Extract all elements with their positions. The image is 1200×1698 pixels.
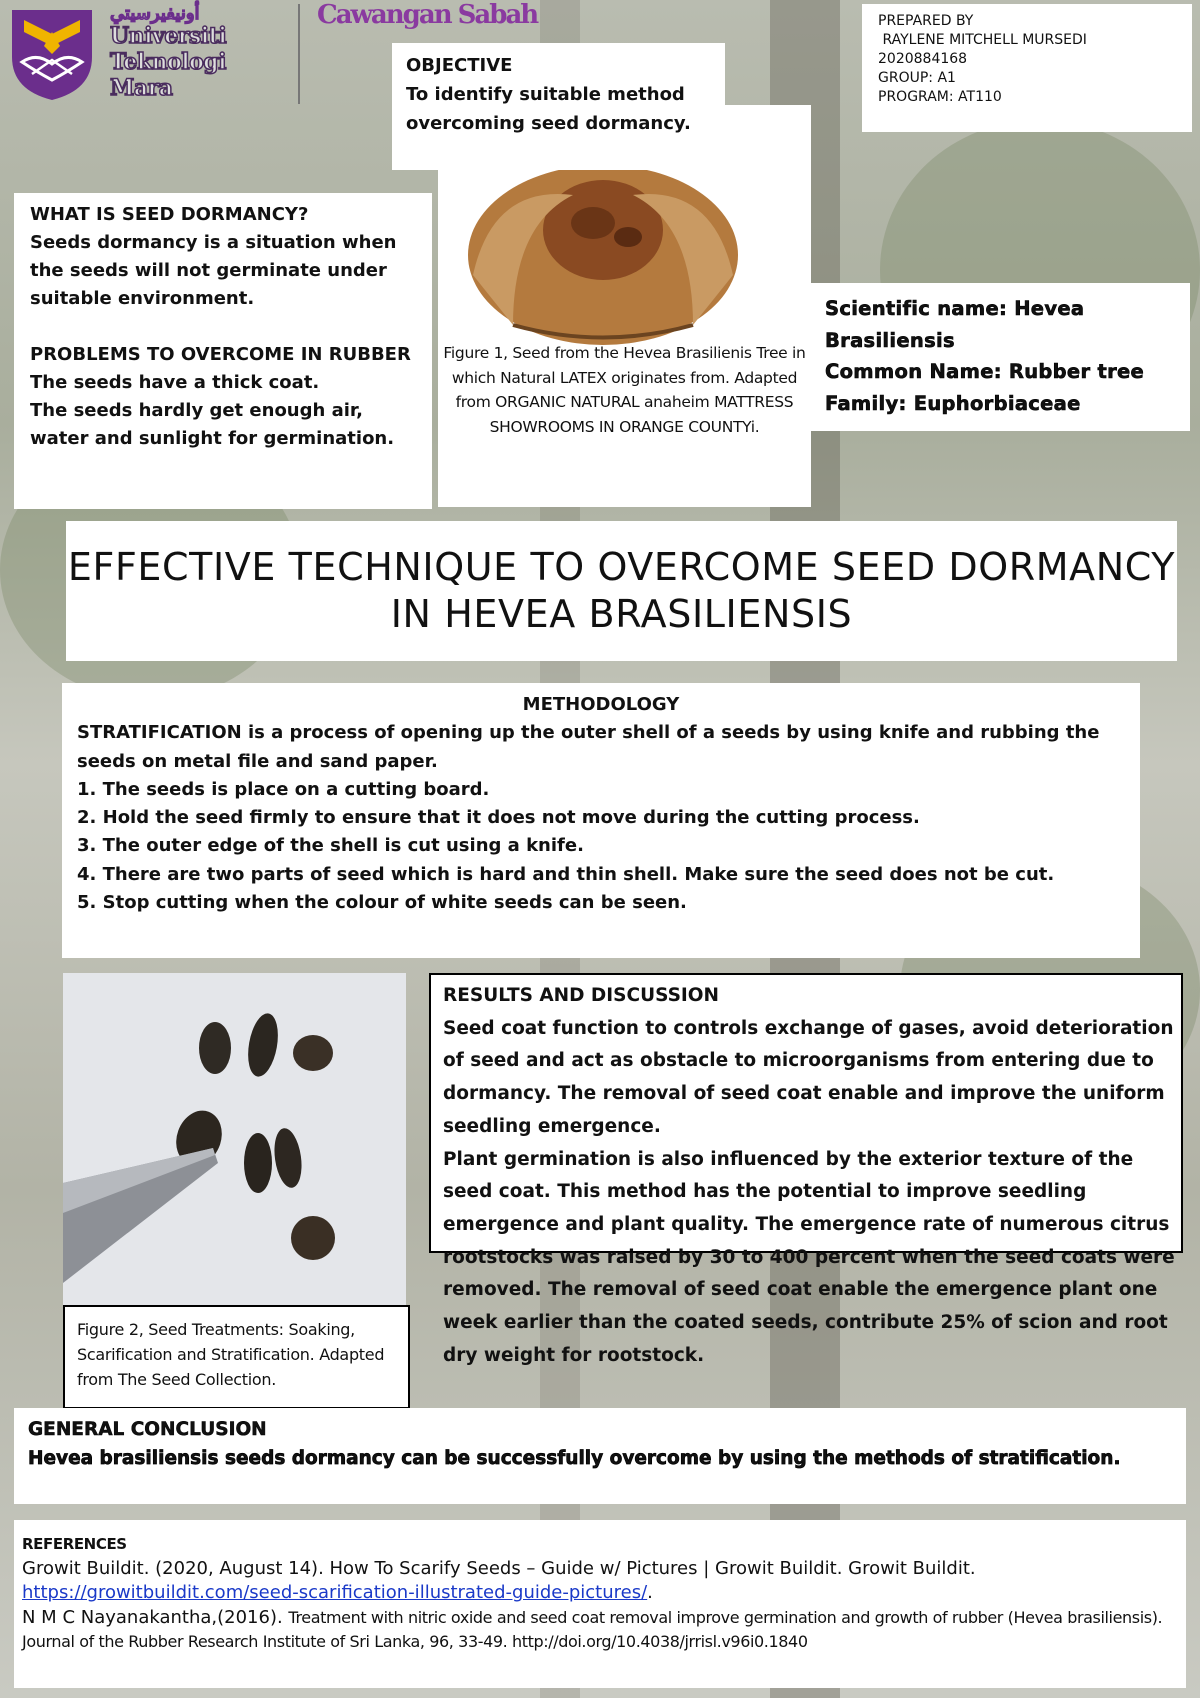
what-is-heading: WHAT IS SEED DORMANCY? <box>30 204 309 225</box>
what-is-seed-dormancy-box <box>14 193 432 509</box>
header-divider <box>298 4 300 104</box>
university-name-line: Teknologi <box>110 49 227 75</box>
university-name-line: Universiti <box>110 23 227 49</box>
results-heading: RESULTS AND DISCUSSION <box>443 985 720 1006</box>
reference-author: N M C Nayanakantha,(2016). <box>22 1606 283 1628</box>
family-name: Family: Euphorbiaceae <box>825 391 1081 415</box>
references-box <box>14 1520 1186 1688</box>
methodology-step: 2. Hold the seed firmly to ensure that it does not move during the cutting process. <box>77 807 920 829</box>
objective-text: To identify suitable method overcoming seed dormancy. <box>406 84 691 134</box>
problem-item: The seeds have a thick coat. <box>30 372 320 393</box>
poster-title-box <box>66 521 1177 661</box>
methodology-step: 1. The seeds is place on a cutting board. <box>77 778 490 800</box>
results-paragraph: Seed coat function to controls exchange of gases, avoid deterioration of seed and act as obstacle to microorganisms from entering due to dormancy. The removal of seed coat enable and improve the uniform seedling emergence. <box>443 1017 1174 1137</box>
objective-box <box>392 43 725 170</box>
reference-item <box>22 1557 1178 1606</box>
common-name: Common Name: Rubber tree <box>825 360 1145 383</box>
methodology-step: 5. Stop cutting when the colour of white seeds can be seen. <box>77 892 687 914</box>
prepared-by-line: GROUP: A1 <box>878 70 956 86</box>
reference-item <box>22 1606 1178 1655</box>
rubber-seed-image <box>453 145 743 345</box>
conclusion-text: Hevea brasiliensis seeds dormancy can be successfully overcome by using the methods of stratification. <box>28 1447 1121 1469</box>
conclusion-box <box>14 1408 1186 1504</box>
problem-item: The seeds hardly get enough air, water and sunlight for germination. <box>30 400 395 449</box>
results-text <box>443 980 1183 1372</box>
scientific-name-box <box>810 283 1190 431</box>
references-heading: REFERENCES <box>22 1535 127 1553</box>
figure-2-image <box>63 973 406 1305</box>
reference-link[interactable]: https://growitbuildit.com/seed-scarification-illustrated-guide-pictures/ <box>22 1582 648 1603</box>
university-name <box>110 0 290 105</box>
prepared-by-line: 2020884168 <box>878 51 968 67</box>
prepared-by-line: RAYLENE MITCHELL MURSEDI <box>878 32 1087 48</box>
results-paragraph: Plant germination is also influenced by the exterior texture of the seed coat. This method has the potential to improve seedling emergence and plant quality. The emergence rate of numerous citrus rootstocks was raised by 30 to 400 percent when the seed coats were removed. The removal of seed coat enable the emergence plant one week earlier than the coated seeds, contribute 25% of scion and root dry weight for rootstock. <box>443 1148 1175 1366</box>
objective-heading: OBJECTIVE <box>406 55 513 76</box>
university-name-line: Mara <box>110 75 173 101</box>
university-name-arabic: أونيفيرسيتي <box>110 3 200 24</box>
poster-title: EFFECTIVE TECHNIQUE TO OVERCOME SEED DORMANCY IN HEVEA BRASILIENSIS <box>67 545 1176 636</box>
methodology-box <box>62 683 1140 958</box>
reference-end: . <box>647 1582 653 1603</box>
seeds-and-knife-image <box>63 973 406 1305</box>
prepared-by-line: PROGRAM: AT110 <box>878 89 1002 105</box>
reference-text: Treatment with nitric oxide and seed coat removal improve germination and growth of rubber (Hevea brasiliensis). Journal of the Rubber Research Institute of Sri Lanka, 96, 33-49. http://doi.org/10.4038/jrrisl.v96i0.1840 <box>22 1607 1163 1651</box>
figure-1-caption: Figure 1, Seed from the Hevea Brasilienis Tree in which Natural LATEX originates from. Adapted from ORGANIC NATURAL anaheim MATTRESS SHOWROOMS IN ORANGE COUNTYi. <box>443 344 806 436</box>
reference-text: Growit Buildit. (2020, August 14). How To Scarify Seeds – Guide w/ Pictures | Growit Buildit. Growit Buildit. <box>22 1557 976 1579</box>
prepared-by-line: PREPARED BY <box>878 13 974 29</box>
methodology-heading: METHODOLOGY <box>522 694 680 715</box>
methodology-step: 4. There are two parts of seed which is hard and thin shell. Make sure the seed does not be cut. <box>77 863 1055 885</box>
what-is-text: Seeds dormancy is a situation when the seeds will not germinate under suitable environment. <box>30 232 397 309</box>
figure-2-caption: Figure 2, Seed Treatments: Soaking, Scarification and Stratification. Adapted from The Seed Collection. <box>63 1305 410 1409</box>
conclusion-heading: GENERAL CONCLUSION <box>28 1419 267 1440</box>
methodology-intro: STRATIFICATION is a process of opening up the outer shell of a seeds by using knife and rubbing the seeds on metal file and sand paper. <box>77 722 1100 772</box>
prepared-by-box <box>862 4 1192 132</box>
methodology-step: 3. The outer edge of the shell is cut using a knife. <box>77 835 584 857</box>
problems-heading: PROBLEMS TO OVERCOME IN RUBBER <box>30 344 411 365</box>
campus-name: Cawangan Sabah <box>317 0 538 30</box>
scientific-name: Scientific name: Hevea Brasiliensis <box>825 297 1085 352</box>
uitm-logo <box>2 2 102 102</box>
